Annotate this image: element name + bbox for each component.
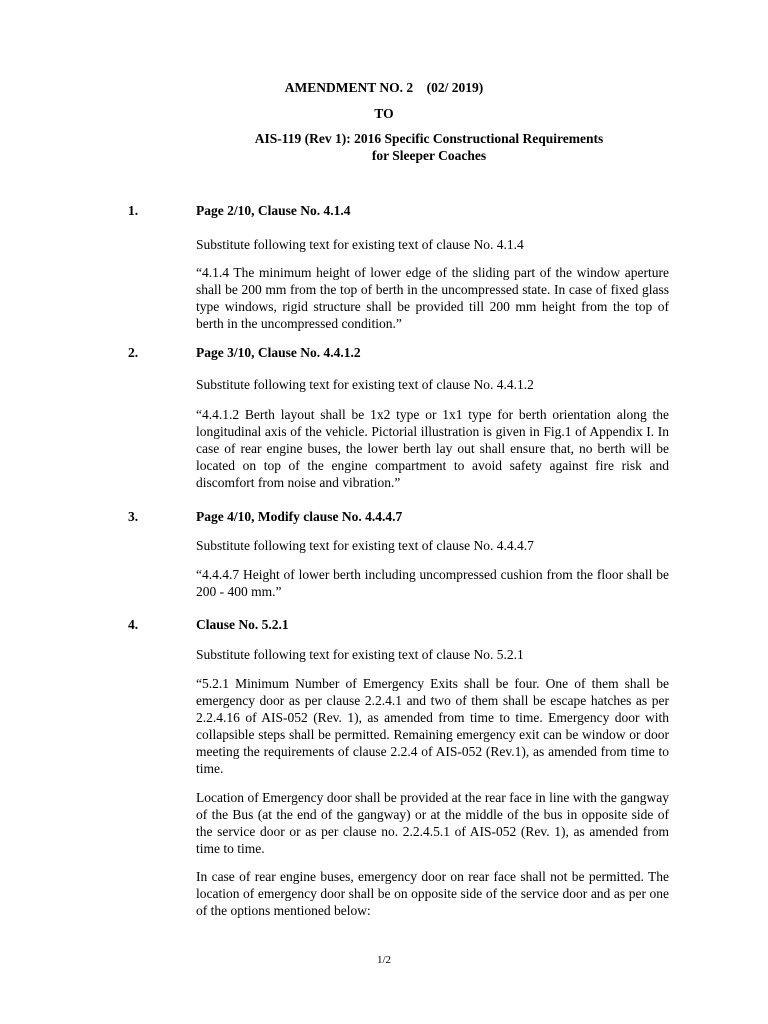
standard-title-line1: AIS-119 (Rev 1): 2016 Specific Constructional Requirements bbox=[254, 131, 604, 146]
section-number: 1. bbox=[128, 203, 139, 218]
section-instruction: Substitute following text for existing text of clause No. 4.4.4.7 bbox=[196, 538, 534, 553]
section-clause-text: “5.2.1 Minimum Number of Emergency Exits shall be four. One of them shall be emergency door as per clause 2.2.4.1 and two of them shall be escape hatches as per 2.2.4.16 of AIS-052 (Rev. 1), as amended from time to time. Emergency door with collapsible steps shall be permitted. Remaining emergency exit can be window or door meeting the requirements of clause 2.2.4 of AIS-052 (Rev.1), as amended from time to time. bbox=[196, 676, 669, 776]
section-heading: Page 3/10, Clause No. 4.4.1.2 bbox=[196, 345, 361, 360]
section-clause-text: “4.1.4 The minimum height of lower edge of the sliding part of the window aperture shall be 200 mm from the top of berth in the uncompressed state. In case of fixed glass type windows, rigid structure shall be provided till 200 mm height from the top of berth in the uncompressed condition.” bbox=[196, 265, 669, 331]
section-clause-text: “4.4.4.7 Height of lower berth including uncompressed cushion from the floor shall be 200 - 400 mm.” bbox=[196, 567, 669, 599]
section-heading: Page 4/10, Modify clause No. 4.4.4.7 bbox=[196, 509, 403, 524]
section-number: 2. bbox=[128, 345, 139, 360]
section-number: 3. bbox=[128, 509, 139, 524]
section-instruction: Substitute following text for existing text of clause No. 4.4.1.2 bbox=[196, 377, 534, 392]
page-number: 1/2 bbox=[376, 954, 392, 966]
section-heading: Clause No. 5.2.1 bbox=[196, 617, 289, 632]
section-instruction: Substitute following text for existing text of clause No. 4.1.4 bbox=[196, 237, 524, 252]
section-number: 4. bbox=[128, 617, 139, 632]
section-heading: Page 2/10, Clause No. 4.1.4 bbox=[196, 203, 351, 218]
section-clause-text: Location of Emergency door shall be provided at the rear face in line with the gangway of the Bus (at the end of the gangway) or at the middle of the bus in opposite side of the service door or as per clause no. 2.2.4.5.1 of AIS-052 (Rev. 1), as amended from time to time. bbox=[196, 790, 669, 856]
section-clause-text: In case of rear engine buses, emergency door on rear face shall not be permitted. The location of emergency door shall be on opposite side of the service door and as per one of the options mentioned below: bbox=[196, 869, 669, 918]
standard-title-line2: for Sleeper Coaches bbox=[371, 148, 487, 163]
section-instruction: Substitute following text for existing text of clause No. 5.2.1 bbox=[196, 647, 524, 662]
amendment-to: TO bbox=[374, 106, 394, 121]
amendment-title: AMENDMENT NO. 2 (02/ 2019) bbox=[284, 80, 484, 95]
section-clause-text: “4.4.1.2 Berth layout shall be 1x2 type or 1x1 type for berth orientation along the longitudinal axis of the vehicle. Pictorial illustration is given in Fig.1 of Appendix I. In case of rear engine buses, the lower berth lay out shall ensure that, no berth will be located on top of the engine compartment to avoid safety against fire risk and discomfort from noise and vibration.” bbox=[196, 407, 669, 490]
